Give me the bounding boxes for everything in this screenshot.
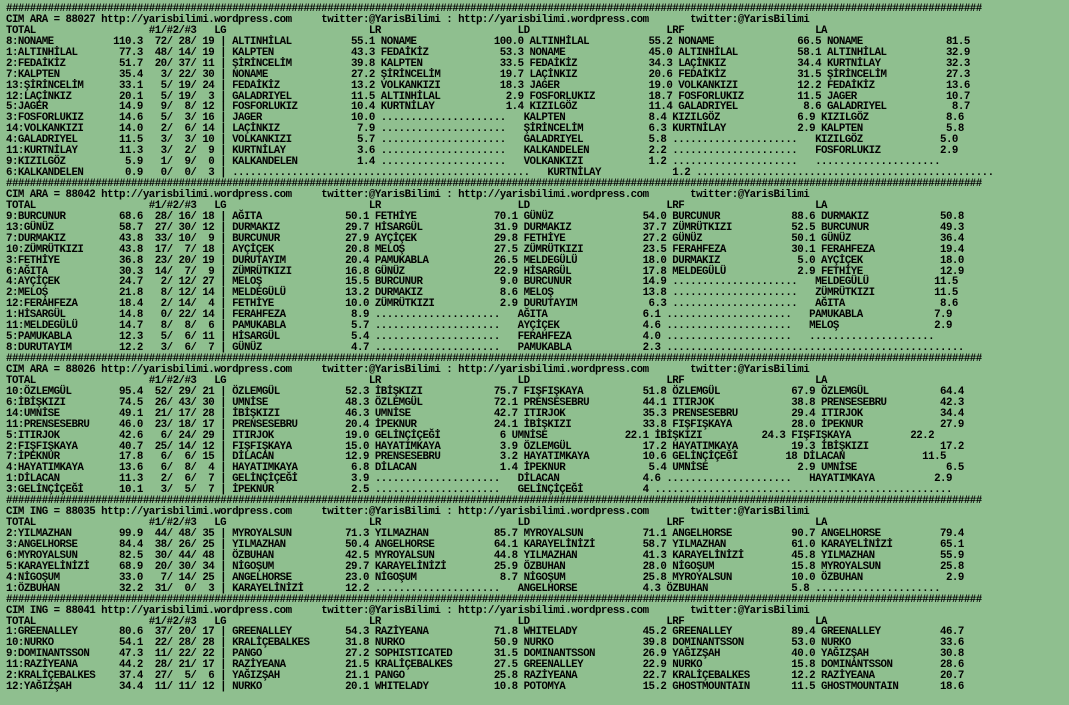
horse-row: 4:NİGOŞUM 33.0 7/ 14/ 25 | ANGELHORSE 23.0 NİGOŞUM 8.7 NİGOŞUM 25.8 MYROYALSUN 10.0 ÖZBUHAN 2.9 <box>6 571 964 584</box>
race-header: CIM ARA = 88042 http://yarisbilimi.wordpress.com twitter:@YarisBilimi : http://yarisbilimi.wordpress.com twitter:@YarisBilimi <box>6 188 810 201</box>
horse-row: 1:DİLACAN 11.3 2/ 6/ 7 | GELİNÇİÇEĞİ 3.9 ..................... DİLACAN 4.6 ..................... HAYATIMKAYA 2.9 <box>6 473 952 486</box>
horse-row: 12:YAĞIZŞAH 34.4 11/ 11/ 12 | NURKO 20.1 WHITELADY 10.8 POTOMYA 15.2 GHOSTMOUNTAIN 11.5 GHOSTMOUNTAIN 18.6 <box>6 681 964 694</box>
horse-row: 3:FETHİYE 36.8 23/ 20/ 19 | DURUTAYIM 20.4 PAMUKABLA 26.5 MELDEGÜLÜ 18.0 DURMAKIZ 5.0 AYÇİÇEK 18.0 <box>6 254 964 267</box>
section-divider: #################################################################################################################################################################### <box>6 593 982 606</box>
horse-row: 6:MYROYALSUN 82.5 30/ 44/ 48 | ÖZBUHAN 42.5 MYROYALSUN 44.8 YILMAZHAN 41.3 KARAYELİNİZİ 45.8 YILMAZHAN 55.9 <box>6 549 964 562</box>
horse-row: 12:LAÇİNKIZ 20.1 5/ 19/ 3 | GALADRIYEL 11.5 ALTINHİLAL 2.9 FOSFORLUKIZ 18.7 FOSFORLUKIZ 11.5 JAGER 10.7 <box>6 90 970 103</box>
horse-row: 4:HAYATIMKAYA 13.6 6/ 8/ 4 | HAYATIMKAYA 6.8 DİLACAN 1.4 İPEKNUR 5.4 UMNİSE 2.9 UMNİSE 6.5 <box>6 462 964 475</box>
horse-row: 14:UMNİSE 49.1 21/ 17/ 28 | İBİŞKIZI 46.3 UMNİSE 42.7 ITIRJOK 35.3 PRENSESEBRU 29.4 ITIRJOK 34.4 <box>6 407 964 420</box>
race-header: CIM ARA = 88026 http://yarisbilimi.wordpress.com twitter:@YarisBilimi : http://yarisbilimi.wordpress.com twitter:@YarisBilimi <box>6 363 810 376</box>
section-divider: #################################################################################################################################################################### <box>6 353 982 365</box>
horse-row: 6:İBİŞKIZI 74.5 26/ 43/ 30 | UMNİSE 48.3 ÖZLEMGÜL 72.1 PRENSESEBRU 44.1 ITIRJOK 38.8 PRENSESEBRU 42.3 <box>6 396 964 409</box>
horse-row: 2:FEDAİKİZ 51.7 20/ 37/ 11 | ŞİRİNCELİM 39.8 KALPTEN 33.5 FEDAİKİZ 34.3 LAÇİNKIZ 34.4 KURTNİLAY 32.3 <box>6 57 970 70</box>
horse-row: 1:HİSARGÜL 14.8 0/ 22/ 14 | FERAHFEZA 8.9 ..................... AĞITA 6.1 ..................... PAMUKABLA 7.9 <box>6 309 952 322</box>
horse-row: 9:KIZILGÖZ 5.9 1/ 9/ 0 | KALKANDELEN 1.4 ..................... VOLKANKIZI 1.2 ..................... ..................... <box>6 156 941 169</box>
horse-row: 14:VOLKANKIZI 14.0 2/ 6/ 14 | LAÇİNKIZ 7.9 ..................... ŞİRİNCELİM 6.3 KURTNİLAY 2.9 KALPTEN 5.8 <box>6 123 964 136</box>
horse-row: 10:NURKO 54.1 22/ 28/ 28 | KRALİÇEBALKES 31.8 NURKO 50.9 NURKO 39.8 DOMINANTSSON 53.0 NURKO 33.6 <box>6 637 964 650</box>
horse-row: 11:KURTNİLAY 11.3 3/ 2/ 9 | KURTNİLAY 3.6 ..................... KALKANDELEN 2.2 ..................... FOSFORLUKIZ 2.9 <box>6 145 958 158</box>
horse-row: 3:ANGELHORSE 84.4 38/ 26/ 25 | YILMAZHAN 50.4 ANGELHORSE 64.1 KARAYELİNİZİ 58.7 YILMAZHAN 61.0 KARAYELİNİZİ 65.1 <box>6 538 964 551</box>
horse-row: 5:ITIRJOK 42.6 6/ 24/ 29 | ITIRJOK 19.0 GELİNÇİÇEĞİ 6 UMNİSE 22.1 İBİŞKIZI 24.3 FIŞFIŞKAYA 22.2 <box>6 429 935 442</box>
horse-row: 13:GÜNÜZ 58.7 27/ 30/ 12 | DURMAKIZ 29.7 HİSARGÜL 31.9 DURMAKIZ 37.7 ZÜMRÜTKIZI 52.5 BURCUNUR 49.3 <box>6 221 964 234</box>
horse-row: 2:YILMAZHAN 99.9 44/ 48/ 35 | MYROYALSUN 71.3 YILMAZHAN 85.7 MYROYALSUN 71.1 ANGELHORSE 90.7 ANGELHORSE 79.4 <box>6 528 964 540</box>
horse-row: 5:JAGER 14.9 9/ 8/ 12 | FOSFORLUKIZ 10.4 KURTNİLAY 1.4 KIZILGÖZ 11.4 GALADRIYEL 8.6 GALADRIYEL 8.7 <box>6 101 970 114</box>
horse-row: 11:MELDEGÜLÜ 14.7 8/ 8/ 6 | PAMUKABLA 5.7 ..................... AYÇİÇEK 4.6 ..................... MELOŞ 2.9 <box>6 320 952 333</box>
horse-row: 3:FOSFORLUKIZ 14.6 5/ 3/ 16 | JAGER 10.0 ..................... KALPTEN 8.4 KIZILGÖZ 6.9 KIZILGÖZ 8.6 <box>6 112 964 125</box>
race-header: CIM ARA = 88027 http://yarisbilimi.wordpress.com twitter:@YarisBilimi : http://yarisbilimi.wordpress.com twitter:@YarisBilimi <box>6 13 810 26</box>
horse-row: 9:BURCUNUR 68.6 28/ 16/ 18 | AĞITA 50.1 FETHİYE 70.1 GÜNÜZ 54.0 BURCUNUR 88.6 DURMAKIZ 50.8 <box>6 210 964 223</box>
horse-row: 6:KALKANDELEN 0.9 0/ 0/ 3 | .................................................. KURTNİLAY 1.2 .................................................. <box>6 167 994 180</box>
column-header-row: TOTAL #1/#2/#3 LG LR LD LRF LA <box>6 374 827 387</box>
horse-row: 5:PAMUKABLA 12.3 5/ 6/ 11 | HİSARGÜL 5.4 ..................... FERAHFEZA 4.0 ..................... ..................... <box>6 331 935 344</box>
horse-row: 8:DURUTAYIM 12.2 3/ 6/ 7 | GÜNÜZ 4.7 ..................... PAMUKABLA 2.3 .................................................. <box>6 342 964 355</box>
horse-row: 9:DOMINANTSSON 47.3 11/ 22/ 22 | PANGO 27.2 SOPHISTICATED 31.5 DOMINANTSSON 26.9 YAĞIZŞAH 40.0 YAĞIZŞAH 30.8 <box>6 648 964 661</box>
horse-row: 5:KARAYELİNİZİ 68.9 20/ 30/ 34 | NİGOŞUM 29.7 KARAYELİNİZİ 25.9 ÖZBUHAN 28.0 NİGOŞUM 15.8 MYROYALSUN 25.8 <box>6 560 964 573</box>
horse-row: 2:KRALİÇEBALKES 37.4 27/ 5/ 6 | YAĞIZŞAH 21.1 PANGO 25.8 RAZİYEANA 22.7 KRALİÇEBALKES 12.2 RAZİYEANA 20.7 <box>6 670 964 683</box>
column-header-row: TOTAL #1/#2/#3 LG LR LD LRF LA <box>6 615 827 628</box>
horse-row: 10:ÖZLEMGÜL 95.4 52/ 29/ 21 | ÖZLEMGÜL 52.3 İBİŞKIZI 75.7 FIŞFIŞKAYA 51.8 ÖZLEMGÜL 67.9 ÖZLEMGÜL 64.4 <box>6 385 964 398</box>
horse-row: 1:ALTINHİLAL 77.3 48/ 14/ 19 | KALPTEN 43.3 FEDAİKİZ 53.3 NONAME 45.0 ALTINHİLAL 58.1 ALTINHİLAL 32.9 <box>6 46 970 59</box>
column-header-row: TOTAL #1/#2/#3 LG LR LD LRF LA <box>6 24 827 37</box>
horse-row: 7:DURMAKIZ 43.8 33/ 10/ 9 | BURCUNUR 27.9 AYÇİÇEK 29.8 FETHİYE 27.2 GÜNÜZ 50.1 GÜNÜZ 36.4 <box>6 232 964 245</box>
horse-row: 6:AĞITA 30.3 14/ 7/ 9 | ZÜMRÜTKIZI 16.8 GÜNÜZ 22.9 HİSARGÜL 17.8 MELDEGÜLÜ 2.9 FETHİYE 12.9 <box>6 265 964 278</box>
horse-row: 7:İPEKNUR 17.8 6/ 6/ 15 | DİLACAN 12.9 PRENSESEBRU 3.2 HAYATIMKAYA 10.6 GELİNÇİÇEĞİ 18 DİLACAN 11.5 <box>6 451 946 464</box>
column-header-row: TOTAL #1/#2/#3 LG LR LD LRF LA <box>6 517 827 530</box>
column-header-row: TOTAL #1/#2/#3 LG LR LD LRF LA <box>6 199 827 212</box>
section-divider: #################################################################################################################################################################### <box>6 178 982 190</box>
horse-row: 11:RAZİYEANA 44.2 28/ 21/ 17 | RAZİYEANA 21.5 KRALİÇEBALKES 27.5 GREENALLEY 22.9 NURKO 15.8 DOMINANTSSON 28.6 <box>6 659 964 672</box>
horse-row: 10:ZÜMRÜTKIZI 43.8 17/ 7/ 18 | AYÇİÇEK 20.8 MELOŞ 27.5 ZÜMRÜTKIZI 23.5 FERAHFEZA 30.1 FERAHFEZA 19.4 <box>6 243 964 256</box>
race-header: CIM ING = 88041 http://yarisbilimi.wordpress.com twitter:@YarisBilimi : http://yarisbilimi.wordpress.com twitter:@YarisBilimi <box>6 604 810 617</box>
horse-row: 1:ÖZBUHAN 32.2 31/ 0/ 3 | KARAYELİNİZİ 12.2 ..................... ANGELHORSE 4.3 ÖZBUHAN 5.8 ..................... <box>6 582 941 595</box>
horse-row: 2:FIŞFIŞKAYA 40.7 25/ 14/ 12 | FIŞFIŞKAYA 15.0 HAYATIMKAYA 3.9 ÖZLEMGÜL 17.2 HAYATIMKAYA 19.3 İBİŞKIZI 17.2 <box>6 440 964 453</box>
horse-row: 11:PRENSESEBRU 46.0 23/ 18/ 17 | PRENSESEBRU 20.4 İPEKNUR 24.1 İBİŞKIZI 33.8 FIŞFIŞKAYA 28.0 İPEKNUR 27.9 <box>6 418 964 431</box>
horse-row: 2:MELOŞ 21.8 8/ 12/ 14 | MELDEGÜLÜ 13.2 DURMAKIZ 8.6 MELOŞ 13.8 ..................... ZÜMRÜTKIZI 11.5 <box>6 287 958 300</box>
section-divider: #################################################################################################################################################################### <box>6 3 982 15</box>
race-header: CIM ING = 88035 http://yarisbilimi.wordpress.com twitter:@YarisBilimi : http://yarisbilimi.wordpress.com twitter:@YarisBilimi <box>6 506 810 519</box>
horse-row: 3:GELİNÇİÇEĞİ 10.1 3/ 5/ 7 | İPEKNUR 2.5 ..................... GELİNÇİÇEĞİ 4 .................................................. <box>6 484 952 497</box>
horse-row: 8:NONAME 110.3 72/ 28/ 19 | ALTINHİLAL 55.1 NONAME 100.0 ALTINHİLAL 55.2 NONAME 66.5 NONAME 81.5 <box>6 35 970 48</box>
horse-row: 1:GREENALLEY 80.6 37/ 20/ 17 | GREENALLEY 54.3 RAZİYEANA 71.8 WHITELADY 45.2 GREENALLEY 89.4 GREENALLEY 46.7 <box>6 626 964 639</box>
horse-row: 13:ŞİRİNCELİM 33.1 5/ 19/ 24 | FEDAİKİZ 13.2 VOLKANKIZI 18.3 JAGER 19.0 VOLKANKIZI 12.2 FEDAİKİZ 13.6 <box>6 79 970 92</box>
horse-row: 4:AYÇİÇEK 24.7 2/ 12/ 27 | MELOŞ 15.5 BURCUNUR 9.0 BURCUNUR 14.9 ..................... MELDEGÜLÜ 11.5 <box>6 276 958 289</box>
section-divider: #################################################################################################################################################################### <box>6 495 982 508</box>
horse-row: 4:GALADRIYEL 11.5 3/ 3/ 10 | VOLKANKIZI 5.7 ..................... GALADRIYEL 5.8 ..................... KIZILGÖZ 5.0 <box>6 134 958 147</box>
horse-row: 7:KALPTEN 35.4 3/ 22/ 30 | NONAME 27.2 ŞİRİNCELİM 19.7 LAÇİNKIZ 20.6 FEDAİKİZ 31.5 ŞİRİNCELİM 27.3 <box>6 68 970 81</box>
horse-row: 12:FERAHFEZA 18.4 2/ 14/ 4 | FETHİYE 10.0 ZÜMRÜTKIZI 2.9 DURUTAYIM 6.3 ..................... AĞITA 8.6 <box>6 298 958 311</box>
